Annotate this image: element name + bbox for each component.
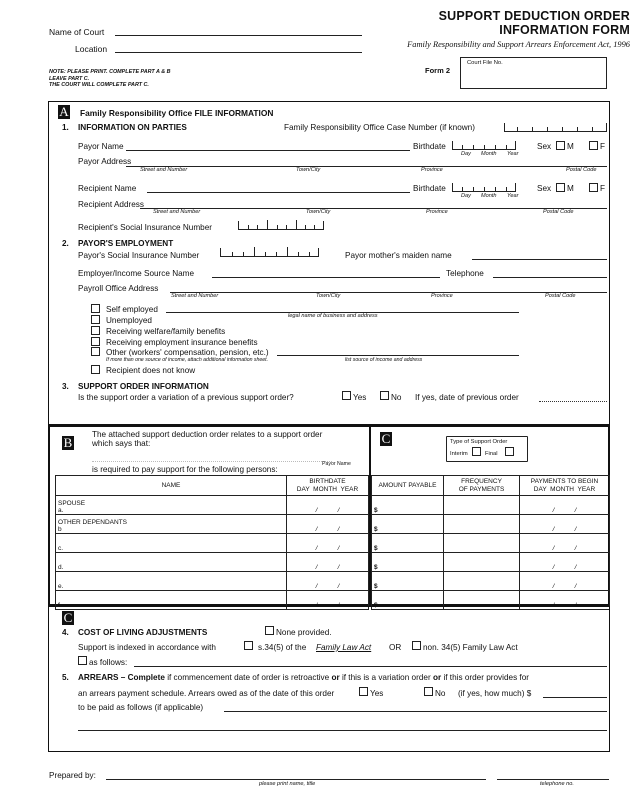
birthdate-day-hint: Day [461, 151, 471, 157]
table-row [372, 553, 610, 572]
row-label: f. [58, 602, 62, 609]
previous-order-date-field[interactable] [539, 401, 607, 402]
table-row [56, 572, 369, 591]
payor-sin-label: Payor's Social Insurance Number [78, 251, 200, 260]
col-name-text: NAME [161, 481, 181, 489]
recipient-sex-label: Sex [537, 184, 552, 193]
recipient-birthdate-label: Birthdate [413, 184, 446, 193]
payor-birthdate-input[interactable] [452, 141, 516, 150]
sex-m-label: M [567, 142, 574, 151]
payroll-address-label: Payroll Office Address [78, 284, 159, 293]
section-3-title: SUPPORT ORDER INFORMATION [78, 382, 209, 391]
dependant-name-cell[interactable] [56, 515, 287, 534]
birthdate-cell[interactable]: / / [287, 591, 369, 610]
town-hint: Town/City [296, 167, 321, 173]
recipient-sex-f-checkbox[interactable] [589, 183, 598, 192]
dollar-sign: $ [374, 545, 378, 552]
dollar-sign: $ [374, 583, 378, 590]
other-income-checkbox[interactable] [91, 347, 100, 356]
province-hint: Province [431, 293, 453, 299]
arrears-or: or [331, 673, 340, 682]
other-income-label: Other (workers' compensation, pension, etc.) [106, 348, 269, 357]
section-5-number: 5. [62, 673, 69, 682]
dollar-sign: $ [374, 507, 378, 514]
s34-label: s.34(5) of the [258, 643, 307, 652]
table-row [56, 553, 369, 572]
part-a-letter-icon: A [59, 104, 69, 119]
sex-m-label: M [567, 184, 574, 193]
arrears-yes-checkbox[interactable] [359, 687, 368, 696]
location-field[interactable] [115, 52, 362, 53]
row-label: a. [58, 507, 64, 514]
location-label: Location [75, 44, 108, 54]
dependants-table [55, 475, 369, 610]
col-amount-text: AMOUNT PAYABLE [378, 481, 437, 489]
street-hint: Street and Number [153, 209, 201, 215]
none-provided-label: None provided. [276, 628, 332, 637]
begin-date-cell[interactable]: / / [520, 534, 610, 553]
frequency-cell[interactable] [444, 496, 520, 515]
birthdate-day-hint: Day [461, 193, 471, 199]
mother-maiden-name-field[interactable] [472, 259, 607, 260]
arrears-no-label: No [435, 689, 446, 698]
section-1-number: 1. [62, 123, 69, 132]
frequency-cell[interactable] [444, 553, 520, 572]
payor-sex-m-checkbox[interactable] [556, 141, 565, 150]
unemployed-checkbox[interactable] [91, 315, 100, 324]
row-label: c. [58, 545, 64, 552]
amount-cell[interactable] [372, 553, 444, 572]
how-much-label: (if yes, how much) $ [458, 689, 532, 698]
amount-cell[interactable] [372, 572, 444, 591]
welfare-label: Receiving welfare/family benefits [106, 327, 226, 336]
employer-label: Employer/Income Source Name [78, 269, 195, 278]
variation-no-label: No [391, 393, 402, 402]
row-group-label: SPOUSE [58, 500, 86, 507]
court-file-number-box[interactable] [460, 57, 607, 89]
previous-order-date-label: If yes, date of previous order [415, 393, 519, 402]
sex-f-label: F [600, 184, 606, 193]
s34-checkbox[interactable] [244, 641, 253, 650]
act-subtitle: Family Responsibility and Support Arrears Enforcement Act, 1996 [407, 40, 630, 49]
recipient-sin-input[interactable] [238, 221, 324, 230]
self-employed-label: Self employed [106, 305, 158, 314]
col-birthdate-text: BIRTHDATE [309, 477, 346, 485]
postal-hint: Postal Code [566, 167, 597, 173]
legal-name-hint: legal name of business and address [288, 313, 378, 319]
row-label: d. [58, 564, 64, 571]
payor-address-label: Payor Address [78, 157, 132, 166]
recipient-does-not-know-checkbox[interactable] [91, 365, 100, 374]
town-hint: Town/City [306, 209, 331, 215]
employer-telephone-field[interactable] [493, 277, 607, 278]
variation-yes-label: Yes [353, 393, 367, 402]
part-b-text2: which says that: [92, 439, 151, 448]
indexed-text: Support is indexed in accordance with [78, 643, 216, 652]
family-law-act-link: Family Law Act [316, 643, 372, 652]
birthdate-cell[interactable]: / / [287, 496, 369, 515]
frequency-cell[interactable] [444, 515, 520, 534]
section-1-title: INFORMATION ON PARTIES [78, 123, 187, 132]
variation-no-checkbox[interactable] [380, 391, 389, 400]
begin-date-cell[interactable]: / / [520, 553, 610, 572]
unemployed-label: Unemployed [106, 316, 152, 325]
other-income-hint: If more than one source of income, attach additional information sheet. [106, 357, 269, 363]
recipient-sex-m-checkbox[interactable] [556, 183, 565, 192]
payroll-address-field[interactable] [170, 292, 607, 293]
frequency-column-header [444, 476, 520, 496]
case-number-input[interactable] [504, 123, 607, 132]
non34-checkbox[interactable] [412, 641, 421, 650]
part-c-top-letter-icon: C [381, 431, 391, 446]
payor-name-field-b[interactable] [92, 461, 332, 462]
birthdate-cell[interactable]: / / [287, 572, 369, 591]
arrears-text: if commencement date of order is retroactive [167, 673, 330, 682]
support-order-type-label: Type of Support Order [450, 439, 508, 445]
amount-cell[interactable] [372, 515, 444, 534]
begin-date-cell[interactable]: / / [520, 572, 610, 591]
row-label: b [58, 526, 62, 533]
arrears-amount-field[interactable] [543, 697, 607, 698]
final-checkbox[interactable] [505, 447, 514, 456]
table-row [56, 515, 369, 534]
amount-column-header [372, 476, 444, 496]
col-begin-text: PAYMENTS TO BEGIN [530, 477, 599, 485]
prepared-by-label: Prepared by: [49, 771, 96, 780]
arrears-text: if this order provides for [443, 673, 529, 682]
part-b-text3: is required to pay support for the following persons: [92, 465, 278, 474]
name-of-court-field[interactable] [115, 35, 362, 36]
payor-sex-label: Sex [537, 142, 552, 151]
print-name-hint: please print name, title [259, 781, 316, 787]
section-2-number: 2. [62, 239, 69, 248]
birthdate-column-header [287, 476, 369, 496]
section-4-title: COST OF LIVING ADJUSTMENTS [78, 628, 208, 637]
interim-label: Interim [450, 451, 468, 457]
payor-sin-input[interactable] [220, 248, 319, 257]
as-follows-field[interactable] [134, 666, 607, 667]
preparer-telephone-field[interactable] [497, 779, 609, 780]
part-b-text1: The attached support deduction order relates to a support order [92, 430, 323, 439]
arrears-or: or [432, 673, 442, 682]
birthdate-year-hint: Year [507, 151, 519, 157]
arrears-text-line1 [78, 673, 529, 682]
section-4-number: 4. [62, 628, 69, 637]
paid-as-follows-field-2[interactable] [78, 730, 607, 731]
arrears-yes-label: Yes [370, 689, 384, 698]
dependant-name-cell[interactable] [56, 572, 287, 591]
sex-f-label: F [600, 142, 606, 151]
row-label: e. [58, 583, 64, 590]
row-group-label: OTHER DEPENDANTS [58, 519, 127, 526]
table-row [372, 534, 610, 553]
payments-begin-column-header [520, 476, 610, 496]
birthdate-cell[interactable]: / / [287, 534, 369, 553]
payments-table [371, 475, 610, 610]
begin-date-cell[interactable]: / / [520, 496, 610, 515]
list-source-hint: list source of income and address [345, 357, 423, 363]
support-order-type-box [446, 436, 528, 462]
table-row [56, 534, 369, 553]
paid-as-follows-label: to be paid as follows (if applicable) [78, 703, 204, 712]
table-row [372, 572, 610, 591]
section-2-title: PAYOR'S EMPLOYMENT [78, 239, 174, 248]
province-hint: Province [426, 209, 448, 215]
self-employed-checkbox[interactable] [91, 304, 100, 313]
recipient-sin-label: Recipient's Social Insurance Number [78, 223, 212, 232]
name-column-header [56, 476, 287, 496]
employer-field[interactable] [212, 277, 440, 278]
birthdate-year-hint: Year [507, 193, 519, 199]
as-follows-label: as follows: [89, 658, 128, 667]
part-b-letter-icon: B [63, 435, 73, 450]
dependant-name-cell[interactable] [56, 534, 287, 553]
other-income-field[interactable] [277, 355, 519, 356]
section-3-number: 3. [62, 382, 69, 391]
dependant-name-cell[interactable] [56, 553, 287, 572]
col-freq-text: OF PAYMENTS [458, 485, 505, 493]
payor-name-field[interactable] [126, 150, 410, 151]
form-number: Form 2 [425, 66, 451, 75]
arrears-text: if this is a variation order [341, 673, 431, 682]
amount-cell[interactable] [372, 534, 444, 553]
or-label: OR [389, 643, 402, 652]
frequency-cell[interactable] [444, 534, 520, 553]
table-row [56, 496, 369, 515]
none-provided-checkbox[interactable] [265, 626, 274, 635]
case-number-label: Family Responsibility Office Case Number (if known) [284, 123, 475, 132]
town-hint: Town/City [316, 293, 341, 299]
employment-insurance-label: Receiving employment insurance benefits [106, 338, 258, 347]
postal-hint: Postal Code [543, 209, 574, 215]
mother-maiden-name-label: Payor mother's maiden name [345, 251, 452, 260]
begin-date-cell[interactable]: / / [520, 591, 610, 610]
dollar-sign: $ [374, 602, 378, 609]
recipient-birthdate-input[interactable] [452, 183, 516, 192]
frequency-cell[interactable] [444, 572, 520, 591]
prepared-by-field[interactable] [106, 779, 486, 780]
postal-hint: Postal Code [545, 293, 576, 299]
interim-checkbox[interactable] [472, 447, 481, 456]
col-freq-text: FREQUENCY [461, 477, 502, 485]
instructions-note [49, 69, 171, 89]
arrears-title: ARREARS – Complete [78, 673, 165, 682]
payor-address-field[interactable] [126, 166, 607, 167]
final-label: Final [485, 451, 498, 457]
note-line: NOTE: PLEASE PRINT. COMPLETE PART A & B [49, 69, 171, 75]
employment-insurance-checkbox[interactable] [91, 337, 100, 346]
dollar-sign: $ [374, 564, 378, 571]
recipient-name-field[interactable] [147, 192, 410, 193]
arrears-text-line2: an arrears payment schedule. Arrears owed as of the date of this order [78, 689, 335, 698]
as-follows-checkbox[interactable] [78, 656, 87, 665]
non34-label: non. 34(5) Family Law Act [423, 643, 518, 652]
payor-birthdate-label: Birthdate [413, 142, 446, 151]
payor-name-hint: Payor Name [322, 461, 351, 467]
form-title-line2: INFORMATION FORM [499, 23, 630, 37]
birthdate-month-hint: Month [481, 151, 497, 157]
street-hint: Street and Number [171, 293, 219, 299]
payor-sex-f-checkbox[interactable] [589, 141, 598, 150]
arrears-no-checkbox[interactable] [424, 687, 433, 696]
col-dmy-text: DAY MONTH YEAR [533, 485, 596, 493]
dollar-sign: $ [374, 526, 378, 533]
telephone-hint: telephone no. [540, 781, 574, 787]
recipient-address-field[interactable] [140, 208, 607, 209]
recipient-address-label: Recipient Address [78, 200, 144, 209]
street-hint: Street and Number [140, 167, 188, 173]
birthdate-cell[interactable]: / / [287, 553, 369, 572]
variation-question: Is the support order a variation of a previous support order? [78, 393, 294, 402]
amount-cell[interactable] [372, 496, 444, 515]
table-row [372, 515, 610, 534]
dependant-name-cell[interactable] [56, 496, 287, 515]
welfare-checkbox[interactable] [91, 326, 100, 335]
recipient-name-label: Recipient Name [78, 184, 137, 193]
name-of-court-label: Name of Court [49, 27, 105, 37]
telephone-label: Telephone [446, 269, 484, 278]
table-row [372, 496, 610, 515]
recipient-does-not-know-label: Recipient does not know [106, 366, 196, 375]
note-line: LEAVE PART C. [49, 75, 90, 82]
court-file-label: Court File No. [467, 60, 503, 66]
province-hint: Province [421, 167, 443, 173]
birthdate-cell[interactable]: / / [287, 515, 369, 534]
begin-date-cell[interactable]: / / [520, 515, 610, 534]
part-a-title: Family Responsibility Office FILE INFORMATION [80, 108, 274, 118]
paid-as-follows-field[interactable] [224, 711, 607, 712]
variation-yes-checkbox[interactable] [342, 391, 351, 400]
payor-name-label: Payor Name [78, 142, 124, 151]
col-dmy-text: DAY MONTH YEAR [296, 485, 359, 493]
part-c-letter-icon: C [63, 610, 73, 625]
note-line: THE COURT WILL COMPLETE PART C. [49, 82, 149, 88]
form-title-line1: SUPPORT DEDUCTION ORDER [438, 9, 630, 23]
birthdate-month-hint: Month [481, 193, 497, 199]
